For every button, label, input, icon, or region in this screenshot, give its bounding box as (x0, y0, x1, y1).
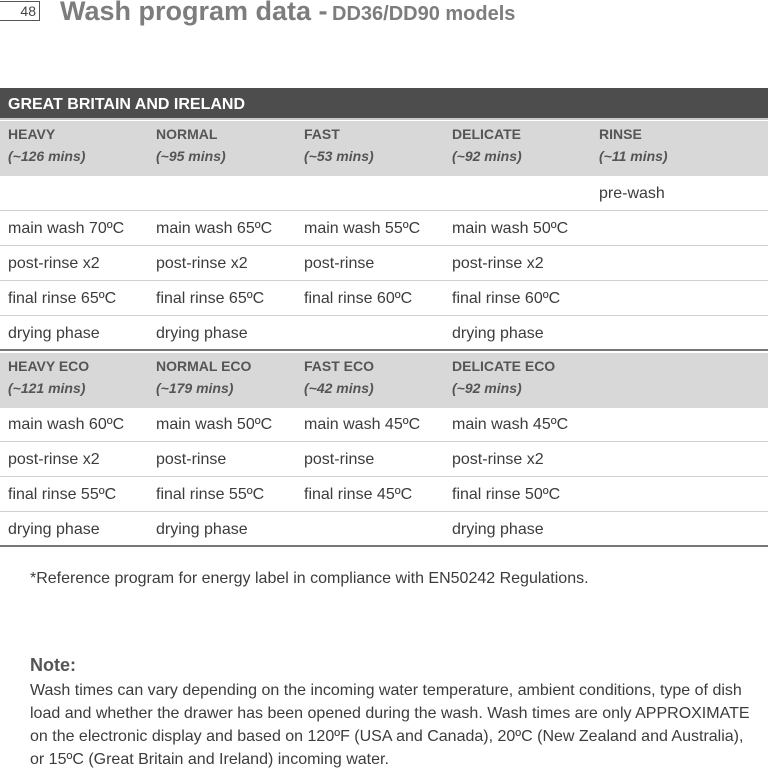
title-main: Wash program data - (60, 0, 328, 26)
program-heavy: HEAVY (~126 mins) (8, 126, 86, 164)
table-row: drying phase drying phase drying phase (0, 316, 768, 351)
note-text: Wash times can vary depending on the incoming water temperature, ambient conditions, type of dish load and whether the drawer has been opened during the wash. Wash times are only APPROXIMATE on the electronic display and based on 120ºF (USA and Canada), 20ºC (New Zealand and Australia), or 15ºC (Great Britain and Ireland) incoming water. (30, 682, 750, 768)
program-fast-eco: FAST ECO (~42 mins) (304, 358, 375, 396)
table-row: main wash 60ºC main wash 50ºC main wash 45ºC main wash 45ºC (0, 407, 768, 442)
page-title (60, 0, 515, 27)
table-row: final rinse 55ºC final rinse 55ºC final rinse 45ºC final rinse 50ºC (0, 477, 768, 512)
table-row: post-rinse x2 post-rinse post-rinse post-rinse x2 (0, 442, 768, 477)
table-row: main wash 70ºC main wash 65ºC main wash 55ºC main wash 50ºC (0, 211, 768, 246)
table-row: post-rinse x2 post-rinse x2 post-rinse post-rinse x2 (0, 246, 768, 281)
region-header: GREAT BRITAIN AND IRELAND (0, 88, 768, 120)
program-normal: NORMAL (~95 mins) (156, 126, 226, 164)
program-rinse: RINSE (~11 mins) (599, 126, 668, 164)
program-heavy-eco: HEAVY ECO (~121 mins) (8, 358, 90, 396)
program-fast: FAST (~53 mins) (304, 126, 374, 164)
note-title: Note: (30, 655, 76, 675)
eco-programs-header (0, 353, 768, 408)
page-number: 48 (0, 1, 40, 21)
table-row: final rinse 65ºC final rinse 65ºC final rinse 60ºC final rinse 60ºC (0, 281, 768, 316)
program-normal-eco: NORMAL ECO (~179 mins) (156, 358, 252, 396)
program-delicate: DELICATE (~92 mins) (452, 126, 522, 164)
table-row: drying phase drying phase drying phase (0, 512, 768, 547)
footnote: *Reference program for energy label in compliance with EN50242 Regulations. (30, 570, 589, 587)
table-row: pre-wash (0, 176, 768, 211)
program-delicate-eco: DELICATE ECO (~92 mins) (452, 358, 556, 396)
title-models: DD36/DD90 models (332, 3, 516, 25)
standard-programs-header (0, 121, 768, 176)
